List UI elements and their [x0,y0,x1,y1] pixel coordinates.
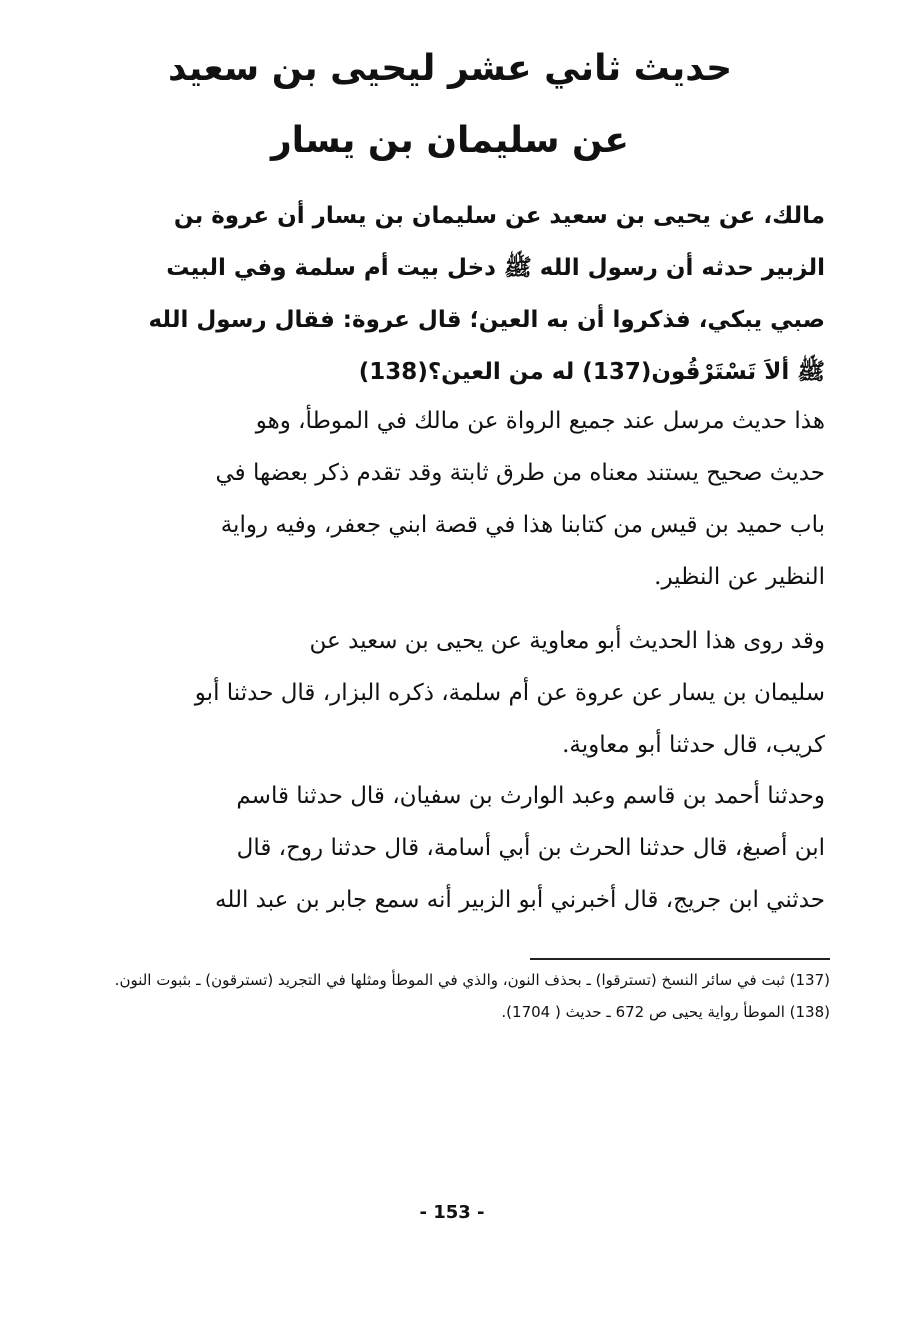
paragraph-line: النظير عن النظير. [654,564,825,590]
paragraph-line: حديث صحيح يستند معناه من طرق ثابتة وقد تقدم ذكر بعضها في [215,460,825,486]
hadith-line: مالك، عن يحيى بن سعيد عن سليمان بن يسار أن عروة بن [173,203,825,229]
commentary-paragraph [95,395,825,603]
hadith-text [95,190,825,398]
paragraph-line: ابن أصبغ، قال حدثنا الحرث بن أبي أسامة، قال حدثنا روح، قال [236,835,825,861]
paragraph-line: حدثني ابن جريج، قال أخبرني أبو الزبير أنه سمع جابر بن عبد الله [215,887,825,913]
hadith-line: ﷺ ألاَ تَسْتَرْقُون(137) له من العين؟(138) [358,359,825,385]
paragraph-line: وحدثنا أحمد بن قاسم وعبد الوارث بن سفيان، قال حدثنا قاسم [236,783,825,809]
paragraph-line: هذا حديث مرسل عند جميع الرواة عن مالك في الموطأ، وهو [255,408,825,434]
page-number: - 153 - [419,1202,485,1223]
hadith-line: صبي يبكي، فذكروا أن به العين؛ قال عروة: فقال رسول الله [148,307,825,333]
footnote-138: (138) الموطأ رواية يحيى ص 672 ـ حديث ( 1704). [501,1003,830,1021]
footnotes [95,966,830,1030]
paragraph-line: باب حميد بن قيس من كتابنا هذا في قصة ابني جعفر، وفيه رواية [220,512,825,538]
paragraph-line: وقد روى هذا الحديث أبو معاوية عن يحيى بن سعيد عن [309,628,825,654]
commentary-paragraph [95,615,825,771]
page-subtitle: عن سليمان بن يسار [270,120,630,161]
page-title: حديث ثاني عشر ليحيى بن سعيد [167,48,733,89]
paragraph-line: سليمان بن يسار عن عروة عن أم سلمة، ذكره البزار، قال حدثنا أبو [194,680,825,706]
footnote-divider [530,958,830,960]
hadith-line: الزبير حدثه أن رسول الله ﷺ دخل بيت أم سلمة وفي البيت [166,255,825,281]
commentary-paragraph [95,770,825,926]
paragraph-line: كريب، قال حدثنا أبو معاوية. [562,732,825,758]
footnote-137: (137) ثبت في سائر النسخ (تسترقوا) ـ بحذف النون، والذي في الموطأ ومثلها في التجريد (تسترقون) ـ بثبوت النون. [114,971,830,989]
